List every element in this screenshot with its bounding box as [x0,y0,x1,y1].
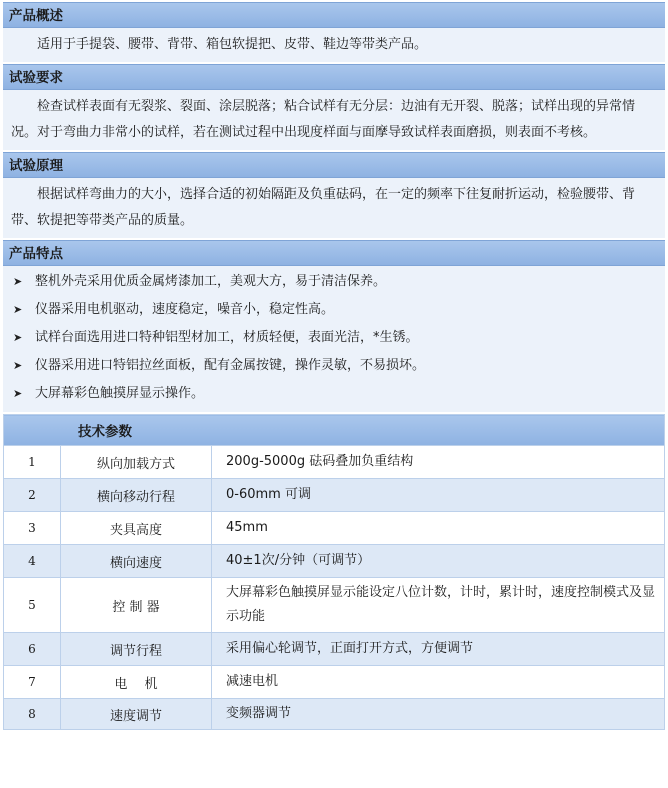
arrow-bullet-icon: ➤ [13,303,23,316]
param-value: 变频器调节 [212,699,665,730]
feature-item [3,352,665,380]
feature-item [3,296,665,324]
arrow-bullet-icon: ➤ [13,275,23,288]
overview-text: 适用于手提袋、腰带、背带、箱包软提把、皮带、鞋边等带类产品。 [37,37,428,52]
param-name: 夹具高度 [61,512,212,545]
features-header: 产品特点 [3,240,665,266]
row-number: 5 [4,578,61,633]
row-number: 3 [4,512,61,545]
overview-header: 产品概述 [3,2,665,28]
params-table [3,414,665,730]
params-header: 技术参数 [4,415,665,446]
param-value: 0-60mm 可调 [212,479,665,512]
requirements-header: 试验要求 [3,64,665,90]
arrow-bullet-icon: ➤ [13,331,23,344]
table-row [4,446,665,479]
principle-text: 根据试样弯曲力的大小，选择合适的初始隔距及负重砝码，在一定的频率下往复耐折运动，检验腰带、背带、软提把等带类产品的质量。 [11,187,636,228]
row-number: 8 [4,699,61,730]
param-value: 45mm [212,512,665,545]
param-value: 减速电机 [212,666,665,699]
param-value: 采用偏心轮调节，正面打开方式，方便调节 [212,633,665,666]
row-number: 7 [4,666,61,699]
requirements-text: 检查试样表面有无裂浆、裂面、涂层脱落；粘合试样有无分层：边油有无开裂、脱落；试样出现的异常情况。对于弯曲力非常小的试样，若在测试过程中出现度样面与面摩导致试样表面磨损，则表面不考核。 [11,99,636,140]
feature-text: 整机外壳采用优质金属烤漆加工，美观大方，易于清洁保养。 [35,274,387,289]
principle-body [3,178,665,238]
feature-text: 仪器采用电机驱动，速度稳定，噪音小，稳定性高。 [35,302,335,317]
requirements-body [3,90,665,150]
arrow-bullet-icon: ➤ [13,387,23,400]
overview-body [3,28,665,62]
product-page [3,2,665,730]
param-value: 大屏幕彩色触摸屏显示能设定八位计数，计时，累计时，速度控制模式及显示功能 [212,578,665,633]
table-row [4,666,665,699]
feature-text: 大屏幕彩色触摸屏显示操作。 [35,386,205,401]
table-row [4,545,665,578]
param-name: 控 制 器 [61,578,212,633]
principle-header: 试验原理 [3,152,665,178]
param-name: 电 机 [61,666,212,699]
feature-text: 仪器采用进口特铝拉丝面板，配有金属按键，操作灵敏，不易损坏。 [35,358,426,373]
feature-item [3,268,665,296]
row-number: 2 [4,479,61,512]
params-header-row [4,415,665,446]
features-list [3,266,665,412]
param-value: 200g-5000g 砝码叠加负重结构 [212,446,665,479]
row-number: 6 [4,633,61,666]
table-row [4,699,665,730]
table-row [4,479,665,512]
param-name: 横向移动行程 [61,479,212,512]
table-row [4,578,665,633]
feature-item [3,380,665,408]
feature-item [3,324,665,352]
param-value: 40±1次/分钟（可调节） [212,545,665,578]
row-number: 1 [4,446,61,479]
table-row [4,512,665,545]
param-name: 纵向加载方式 [61,446,212,479]
param-name: 速度调节 [61,699,212,730]
feature-text: 试样台面选用进口特种铝型材加工，材质轻便，表面光洁，*生锈。 [35,330,419,345]
table-row [4,633,665,666]
row-number: 4 [4,545,61,578]
arrow-bullet-icon: ➤ [13,359,23,372]
param-name: 横向速度 [61,545,212,578]
param-name: 调节行程 [61,633,212,666]
